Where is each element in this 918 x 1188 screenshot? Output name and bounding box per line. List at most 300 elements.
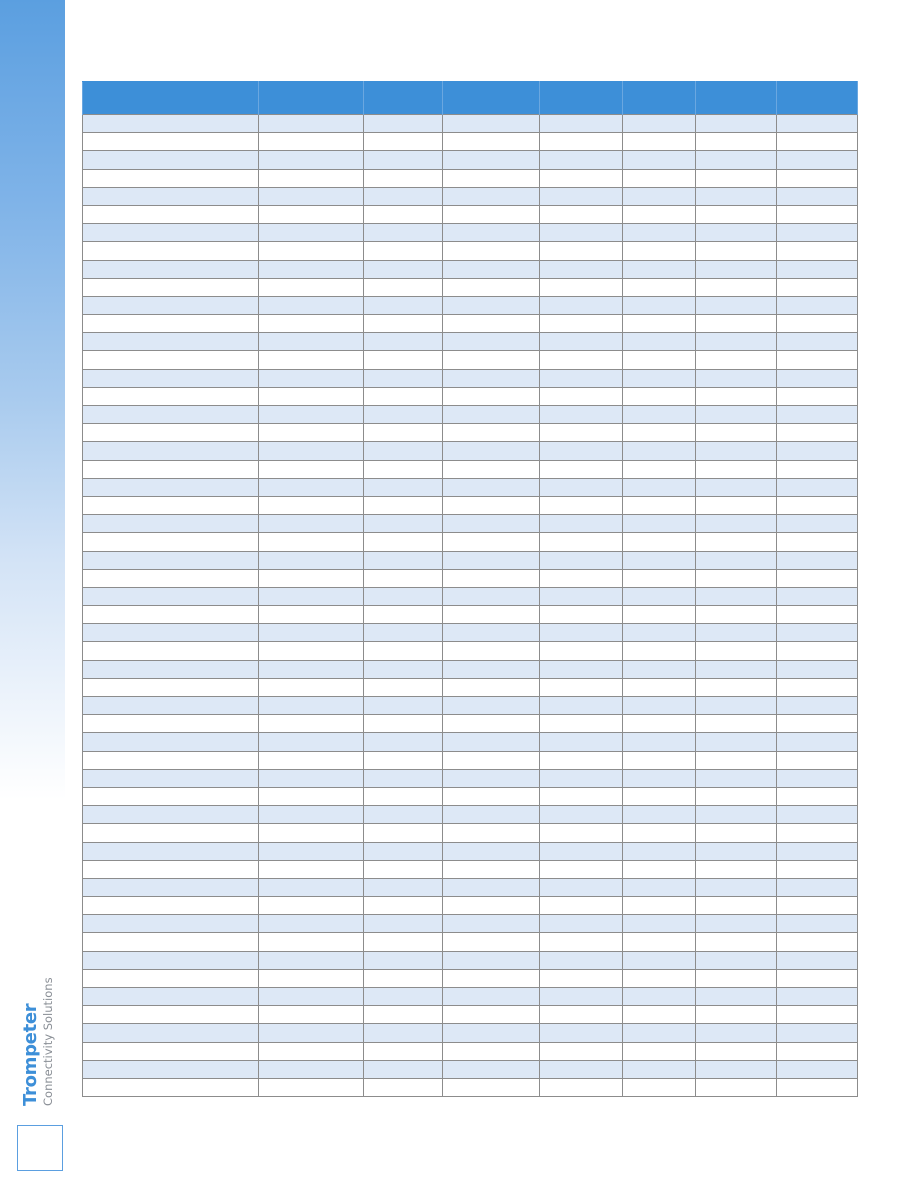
table-cell xyxy=(540,115,623,133)
table-cell xyxy=(540,1060,623,1078)
table-cell xyxy=(777,988,858,1006)
table-cell xyxy=(696,205,777,223)
sidebar-gradient-band xyxy=(0,0,65,800)
table-cell xyxy=(259,915,364,933)
table-cell xyxy=(696,806,777,824)
table-cell xyxy=(364,424,443,442)
table-cell xyxy=(540,369,623,387)
table-cell xyxy=(696,842,777,860)
table-cell xyxy=(83,697,259,715)
table-cell xyxy=(540,787,623,805)
table-cell xyxy=(364,260,443,278)
table-cell xyxy=(364,751,443,769)
table-cell xyxy=(259,515,364,533)
table-cell xyxy=(259,133,364,151)
table-cell xyxy=(696,515,777,533)
table-cell xyxy=(540,842,623,860)
table-cell xyxy=(623,715,696,733)
table-cell xyxy=(364,787,443,805)
table-cell xyxy=(696,296,777,314)
header-cell xyxy=(623,82,696,115)
table-cell xyxy=(777,169,858,187)
table-cell xyxy=(623,642,696,660)
table-cell xyxy=(443,242,540,260)
table-cell xyxy=(623,551,696,569)
table-cell xyxy=(443,988,540,1006)
table-cell xyxy=(777,351,858,369)
table-cell xyxy=(364,205,443,223)
table-cell xyxy=(443,369,540,387)
table-cell xyxy=(623,569,696,587)
table-cell xyxy=(83,933,259,951)
table-cell xyxy=(443,642,540,660)
table-row xyxy=(83,169,858,187)
table-cell xyxy=(443,442,540,460)
table-cell xyxy=(777,315,858,333)
table-cell xyxy=(364,606,443,624)
table-cell xyxy=(540,515,623,533)
table-cell xyxy=(83,642,259,660)
table-row xyxy=(83,296,858,314)
table-cell xyxy=(364,660,443,678)
table-row xyxy=(83,1078,858,1096)
table-cell xyxy=(83,951,259,969)
table-cell xyxy=(259,478,364,496)
table-cell xyxy=(623,751,696,769)
table-cell xyxy=(540,769,623,787)
table-cell xyxy=(540,915,623,933)
table-cell xyxy=(540,333,623,351)
table-cell xyxy=(777,824,858,842)
table-cell xyxy=(443,569,540,587)
table-cell xyxy=(443,733,540,751)
table-cell xyxy=(696,951,777,969)
table-cell xyxy=(443,133,540,151)
table-cell xyxy=(777,624,858,642)
spec-table-container xyxy=(82,81,857,1097)
table-cell xyxy=(83,187,259,205)
table-cell xyxy=(364,1060,443,1078)
table-cell xyxy=(364,496,443,514)
table-row xyxy=(83,406,858,424)
table-cell xyxy=(259,769,364,787)
table-cell xyxy=(540,587,623,605)
table-cell xyxy=(364,151,443,169)
table-cell xyxy=(623,278,696,296)
table-cell xyxy=(696,406,777,424)
table-cell xyxy=(443,151,540,169)
table-cell xyxy=(443,951,540,969)
table-row xyxy=(83,351,858,369)
header-cell xyxy=(696,82,777,115)
table-cell xyxy=(777,187,858,205)
table-cell xyxy=(623,806,696,824)
table-cell xyxy=(777,133,858,151)
table-cell xyxy=(623,1042,696,1060)
table-cell xyxy=(443,1042,540,1060)
table-cell xyxy=(443,787,540,805)
table-cell xyxy=(443,205,540,223)
table-cell xyxy=(364,569,443,587)
table-cell xyxy=(696,533,777,551)
table-cell xyxy=(443,769,540,787)
table-cell xyxy=(364,878,443,896)
table-cell xyxy=(696,278,777,296)
table-cell xyxy=(623,951,696,969)
table-cell xyxy=(364,115,443,133)
table-cell xyxy=(83,988,259,1006)
table-cell xyxy=(777,678,858,696)
table-cell xyxy=(696,824,777,842)
table-cell xyxy=(259,733,364,751)
table-cell xyxy=(259,242,364,260)
table-cell xyxy=(777,205,858,223)
table-cell xyxy=(623,169,696,187)
table-cell xyxy=(696,242,777,260)
table-cell xyxy=(623,351,696,369)
table-cell xyxy=(83,1042,259,1060)
table-cell xyxy=(83,533,259,551)
table-cell xyxy=(443,333,540,351)
table-row xyxy=(83,787,858,805)
table-cell xyxy=(696,1078,777,1096)
table-cell xyxy=(623,624,696,642)
table-cell xyxy=(364,915,443,933)
table-cell xyxy=(777,387,858,405)
table-cell xyxy=(259,969,364,987)
table-cell xyxy=(777,1006,858,1024)
table-cell xyxy=(83,1078,259,1096)
table-cell xyxy=(540,387,623,405)
table-cell xyxy=(696,387,777,405)
table-cell xyxy=(443,897,540,915)
table-cell xyxy=(364,278,443,296)
brand-tagline: Connectivity Solutions xyxy=(41,977,55,1106)
table-cell xyxy=(540,278,623,296)
table-cell xyxy=(259,551,364,569)
table-cell xyxy=(696,897,777,915)
table-cell xyxy=(83,587,259,605)
table-cell xyxy=(83,1024,259,1042)
table-cell xyxy=(777,478,858,496)
table-row xyxy=(83,224,858,242)
table-row xyxy=(83,205,858,223)
table-cell xyxy=(623,860,696,878)
table-cell xyxy=(259,824,364,842)
table-cell xyxy=(83,315,259,333)
table-cell xyxy=(83,715,259,733)
table-cell xyxy=(777,296,858,314)
table-cell xyxy=(259,424,364,442)
table-cell xyxy=(540,569,623,587)
table-row xyxy=(83,151,858,169)
table-cell xyxy=(259,296,364,314)
table-cell xyxy=(540,678,623,696)
table-row xyxy=(83,478,858,496)
table-cell xyxy=(696,769,777,787)
table-cell xyxy=(364,969,443,987)
table-cell xyxy=(623,260,696,278)
table-cell xyxy=(83,1060,259,1078)
table-cell xyxy=(83,787,259,805)
table-cell xyxy=(259,860,364,878)
table-cell xyxy=(364,1024,443,1042)
table-cell xyxy=(83,769,259,787)
table-cell xyxy=(364,442,443,460)
table-cell xyxy=(443,115,540,133)
table-cell xyxy=(540,733,623,751)
table-row xyxy=(83,1042,858,1060)
table-cell xyxy=(696,933,777,951)
table-row xyxy=(83,260,858,278)
table-cell xyxy=(259,569,364,587)
table-cell xyxy=(777,533,858,551)
table-cell xyxy=(777,969,858,987)
table-cell xyxy=(696,333,777,351)
table-cell xyxy=(696,915,777,933)
table-cell xyxy=(777,951,858,969)
table-cell xyxy=(623,478,696,496)
table-cell xyxy=(83,733,259,751)
table-cell xyxy=(259,606,364,624)
table-cell xyxy=(696,460,777,478)
table-cell xyxy=(777,333,858,351)
table-cell xyxy=(696,133,777,151)
table-cell xyxy=(443,1060,540,1078)
table-cell xyxy=(696,606,777,624)
table-cell xyxy=(364,515,443,533)
table-row xyxy=(83,642,858,660)
table-cell xyxy=(364,1078,443,1096)
table-cell xyxy=(696,224,777,242)
table-row xyxy=(83,496,858,514)
table-cell xyxy=(364,806,443,824)
table-cell xyxy=(777,369,858,387)
table-cell xyxy=(259,315,364,333)
table-cell xyxy=(696,697,777,715)
table-cell xyxy=(540,478,623,496)
table-cell xyxy=(364,478,443,496)
table-cell xyxy=(696,151,777,169)
table-cell xyxy=(777,1042,858,1060)
table-cell xyxy=(623,369,696,387)
table-cell xyxy=(540,824,623,842)
table-cell xyxy=(364,351,443,369)
table-cell xyxy=(259,406,364,424)
table-cell xyxy=(623,878,696,896)
table-row xyxy=(83,660,858,678)
table-cell xyxy=(443,678,540,696)
table-cell xyxy=(623,496,696,514)
table-cell xyxy=(623,424,696,442)
table-cell xyxy=(364,406,443,424)
table-row xyxy=(83,606,858,624)
table-cell xyxy=(540,933,623,951)
table-cell xyxy=(777,224,858,242)
table-cell xyxy=(259,1060,364,1078)
table-cell xyxy=(696,642,777,660)
table-cell xyxy=(259,1042,364,1060)
table-cell xyxy=(696,733,777,751)
table-cell xyxy=(83,133,259,151)
table-cell xyxy=(364,315,443,333)
table-cell xyxy=(777,260,858,278)
table-cell xyxy=(443,697,540,715)
table-cell xyxy=(696,860,777,878)
spec-table xyxy=(82,81,858,1097)
table-cell xyxy=(83,860,259,878)
table-cell xyxy=(443,533,540,551)
table-cell xyxy=(364,1042,443,1060)
table-cell xyxy=(259,587,364,605)
table-row xyxy=(83,569,858,587)
table-cell xyxy=(696,351,777,369)
table-cell xyxy=(540,315,623,333)
table-row xyxy=(83,187,858,205)
table-row xyxy=(83,988,858,1006)
table-row xyxy=(83,969,858,987)
table-cell xyxy=(364,533,443,551)
table-cell xyxy=(540,260,623,278)
table-cell xyxy=(540,351,623,369)
table-cell xyxy=(83,387,259,405)
table-row xyxy=(83,697,858,715)
table-cell xyxy=(259,460,364,478)
table-cell xyxy=(777,787,858,805)
table-cell xyxy=(443,878,540,896)
header-cell xyxy=(777,82,858,115)
table-row xyxy=(83,442,858,460)
table-row xyxy=(83,333,858,351)
table-cell xyxy=(259,842,364,860)
table-cell xyxy=(83,424,259,442)
table-cell xyxy=(696,1060,777,1078)
table-cell xyxy=(623,1078,696,1096)
table-cell xyxy=(540,897,623,915)
table-cell xyxy=(443,660,540,678)
table-cell xyxy=(443,715,540,733)
table-cell xyxy=(443,915,540,933)
table-cell xyxy=(364,624,443,642)
table-row xyxy=(83,678,858,696)
table-row xyxy=(83,897,858,915)
table-cell xyxy=(443,806,540,824)
table-cell xyxy=(364,933,443,951)
table-cell xyxy=(443,496,540,514)
table-cell xyxy=(259,442,364,460)
table-cell xyxy=(83,151,259,169)
table-cell xyxy=(259,1024,364,1042)
table-cell xyxy=(540,1042,623,1060)
table-cell xyxy=(259,1078,364,1096)
table-cell xyxy=(540,751,623,769)
table-cell xyxy=(364,897,443,915)
table-cell xyxy=(777,660,858,678)
table-cell xyxy=(623,406,696,424)
table-cell xyxy=(540,860,623,878)
table-cell xyxy=(540,533,623,551)
table-cell xyxy=(777,242,858,260)
table-cell xyxy=(696,624,777,642)
table-cell xyxy=(623,187,696,205)
table-cell xyxy=(83,278,259,296)
table-cell xyxy=(364,587,443,605)
table-cell xyxy=(777,460,858,478)
table-cell xyxy=(540,624,623,642)
table-cell xyxy=(540,296,623,314)
table-cell xyxy=(623,733,696,751)
table-cell xyxy=(364,242,443,260)
table-cell xyxy=(623,442,696,460)
table-cell xyxy=(443,1024,540,1042)
table-cell xyxy=(623,333,696,351)
table-cell xyxy=(443,1006,540,1024)
table-body xyxy=(83,115,858,1097)
table-cell xyxy=(259,624,364,642)
table-cell xyxy=(777,897,858,915)
table-cell xyxy=(364,715,443,733)
table-cell xyxy=(83,824,259,842)
table-cell xyxy=(83,660,259,678)
table-cell xyxy=(540,806,623,824)
table-cell xyxy=(259,951,364,969)
table-cell xyxy=(443,587,540,605)
table-cell xyxy=(696,660,777,678)
table-cell xyxy=(540,551,623,569)
table-cell xyxy=(623,988,696,1006)
table-cell xyxy=(777,842,858,860)
table-cell xyxy=(259,351,364,369)
table-cell xyxy=(623,842,696,860)
table-cell xyxy=(364,169,443,187)
table-cell xyxy=(540,424,623,442)
table-cell xyxy=(364,133,443,151)
table-cell xyxy=(83,842,259,860)
table-row xyxy=(83,842,858,860)
table-cell xyxy=(443,860,540,878)
table-row xyxy=(83,806,858,824)
table-cell xyxy=(83,442,259,460)
table-row xyxy=(83,1060,858,1078)
table-cell xyxy=(777,442,858,460)
table-cell xyxy=(83,260,259,278)
table-cell xyxy=(443,387,540,405)
table-cell xyxy=(696,187,777,205)
table-cell xyxy=(83,205,259,223)
table-cell xyxy=(623,660,696,678)
table-row xyxy=(83,278,858,296)
table-cell xyxy=(696,551,777,569)
table-cell xyxy=(696,787,777,805)
table-cell xyxy=(777,278,858,296)
table-cell xyxy=(443,933,540,951)
table-cell xyxy=(540,951,623,969)
table-cell xyxy=(443,478,540,496)
table-cell xyxy=(777,642,858,660)
table-cell xyxy=(623,151,696,169)
table-cell xyxy=(83,1006,259,1024)
table-cell xyxy=(777,1060,858,1078)
table-cell xyxy=(83,224,259,242)
table-cell xyxy=(259,187,364,205)
table-row xyxy=(83,460,858,478)
table-cell xyxy=(540,606,623,624)
table-cell xyxy=(696,115,777,133)
table-cell xyxy=(777,878,858,896)
table-cell xyxy=(443,351,540,369)
table-cell xyxy=(623,606,696,624)
table-cell xyxy=(777,769,858,787)
